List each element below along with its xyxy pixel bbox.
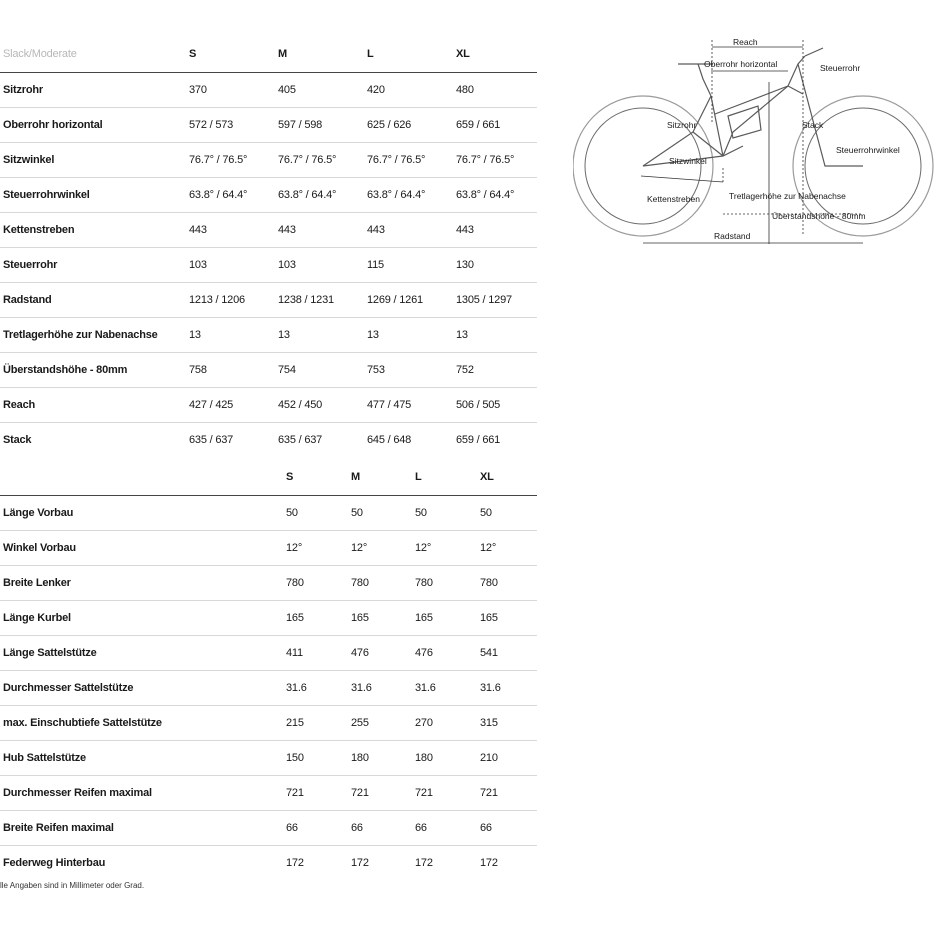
table-row (0, 636, 537, 671)
table-cell: 411 (286, 636, 351, 671)
table-cell: 12° (480, 531, 537, 566)
table-cell: 427 / 425 (189, 388, 278, 423)
table-cell: 443 (278, 213, 367, 248)
table-cell: 752 (456, 353, 537, 388)
table-cell: 165 (286, 601, 351, 636)
table-cell: 506 / 505 (456, 388, 537, 423)
geometry-table-header (0, 36, 537, 73)
row-label: Breite Lenker (0, 566, 286, 601)
table-cell: 477 / 475 (367, 388, 456, 423)
table-cell: 12° (286, 531, 351, 566)
size-header-s: S (189, 36, 278, 73)
table-row (0, 248, 537, 283)
table-cell: 443 (456, 213, 537, 248)
table-cell: 50 (480, 496, 537, 531)
table-row (0, 671, 537, 706)
table-cell: 210 (480, 741, 537, 776)
table-cell: 480 (456, 73, 537, 108)
diagram-label-sitzrohr: Sitzrohr (667, 120, 697, 130)
table-cell: 270 (415, 706, 480, 741)
table-cell: 721 (415, 776, 480, 811)
table-cell: 780 (415, 566, 480, 601)
size-header-l: L (367, 36, 456, 73)
table-row (0, 566, 537, 601)
table-cell: 443 (367, 213, 456, 248)
table-cell: 780 (286, 566, 351, 601)
table-cell: 13 (367, 318, 456, 353)
table-cell: 721 (351, 776, 415, 811)
table-cell: 452 / 450 (278, 388, 367, 423)
table-cell: 255 (351, 706, 415, 741)
row-label: Steuerrohr (0, 248, 189, 283)
table-row (0, 846, 537, 881)
row-label: Länge Kurbel (0, 601, 286, 636)
table-cell: 659 / 661 (456, 434, 501, 446)
row-label: Breite Reifen maximal (0, 811, 286, 846)
table-cell: 625 / 626 (367, 108, 456, 143)
table-cell: 1305 / 1297 (456, 283, 537, 318)
table-row (0, 423, 537, 458)
table-cell: 31.6 (351, 671, 415, 706)
table-cell: 63.8° / 64.4° (278, 178, 367, 213)
table-row (0, 143, 537, 178)
table-row (0, 178, 537, 213)
size-header-xl: XL (480, 459, 537, 496)
table-cell: 635 / 637 (278, 434, 323, 446)
diagram-label-reach: Reach (733, 37, 758, 47)
table-cell: 63.8° / 64.4° (456, 178, 537, 213)
table-cell: 754 (278, 353, 367, 388)
table-cell: 130 (456, 248, 537, 283)
row-label: Radstand (0, 283, 189, 318)
diagram-label-tretlager: Tretlagerhöhe zur Nabenachse (729, 191, 846, 201)
row-label: Hub Sattelstütze (0, 741, 286, 776)
table-cell: 66 (351, 811, 415, 846)
size-header-xl: XL (456, 36, 537, 73)
row-label: Sitzrohr (0, 73, 189, 108)
row-label: Oberrohr horizontal (0, 108, 189, 143)
table-cell: 172 (351, 857, 369, 869)
table-cell: 215 (286, 706, 351, 741)
table-cell: 165 (415, 601, 480, 636)
components-table-header (0, 459, 537, 496)
table-cell: 758 (189, 353, 278, 388)
table-cell: 476 (351, 636, 415, 671)
table-cell: 66 (415, 811, 480, 846)
row-label: Steuerrohrwinkel (0, 178, 189, 213)
table-row (0, 776, 537, 811)
table-cell: 1238 / 1231 (278, 283, 367, 318)
row-label: Durchmesser Reifen maximal (0, 776, 286, 811)
row-label: max. Einschubtiefe Sattelstütze (0, 706, 286, 741)
size-header-m: M (351, 459, 415, 496)
table-row (0, 353, 537, 388)
table-cell: 635 / 637 (189, 434, 234, 446)
diagram-label-radstand: Radstand (714, 231, 751, 241)
table-row (0, 388, 537, 423)
row-label: Federweg Hinterbau (3, 857, 106, 869)
table-row (0, 531, 537, 566)
table-cell: 13 (189, 318, 278, 353)
table-row (0, 706, 537, 741)
table-cell: 50 (415, 496, 480, 531)
table-row (0, 283, 537, 318)
table-cell: 13 (456, 318, 537, 353)
table-row (0, 213, 537, 248)
row-label: Tretlagerhöhe zur Nabenachse (0, 318, 189, 353)
table-row (0, 73, 537, 108)
table-row (0, 741, 537, 776)
table-cell: 172 (480, 857, 498, 869)
table-cell: 31.6 (415, 671, 480, 706)
table-cell: 420 (367, 73, 456, 108)
components-table-title (0, 459, 286, 496)
table-cell: 50 (286, 496, 351, 531)
diagram-label-sitzwinkel: Sitzwinkel (669, 156, 707, 166)
table-cell: 31.6 (480, 671, 537, 706)
row-label: Sitzwinkel (0, 143, 189, 178)
table-cell: 76.7° / 76.5° (278, 143, 367, 178)
table-cell: 76.7° / 76.5° (456, 143, 537, 178)
row-label: Stack (3, 434, 32, 446)
row-label: Winkel Vorbau (0, 531, 286, 566)
table-cell: 150 (286, 741, 351, 776)
table-cell: 541 (480, 636, 537, 671)
size-header-m: M (278, 36, 367, 73)
table-row (0, 601, 537, 636)
table-cell: 315 (480, 706, 537, 741)
table-cell: 780 (480, 566, 537, 601)
table-cell: 405 (278, 73, 367, 108)
row-label: Überstandshöhe - 80mm (0, 353, 189, 388)
table-cell: 476 (415, 636, 480, 671)
table-row (0, 496, 537, 531)
footnote: lle Angaben sind in Millimeter oder Grad. (0, 881, 145, 890)
table-cell: 50 (351, 496, 415, 531)
table-cell: 76.7° / 76.5° (367, 143, 456, 178)
geometry-table-title: Slack/Moderate (0, 36, 189, 73)
table-cell: 780 (351, 566, 415, 601)
table-cell: 12° (415, 531, 480, 566)
table-cell: 645 / 648 (367, 434, 412, 446)
diagram-label-kettenstreben: Kettenstreben (647, 194, 700, 204)
row-label: Länge Sattelstütze (0, 636, 286, 671)
table-cell: 63.8° / 64.4° (367, 178, 456, 213)
table-cell: 659 / 661 (456, 108, 537, 143)
diagram-label-steuerrohrwinkel: Steuerrohrwinkel (836, 145, 900, 155)
row-label: Reach (0, 388, 189, 423)
geometry-table (0, 36, 537, 457)
table-cell: 180 (351, 741, 415, 776)
size-header-s: S (286, 459, 351, 496)
diagram-label-stack: Stack (802, 120, 824, 130)
table-cell: 180 (415, 741, 480, 776)
table-row (0, 811, 537, 846)
table-cell: 370 (189, 73, 278, 108)
table-cell: 66 (480, 811, 537, 846)
table-cell: 572 / 573 (189, 108, 278, 143)
table-cell: 63.8° / 64.4° (189, 178, 278, 213)
components-table (0, 459, 537, 880)
diagram-label-ueberstand: Überstandshöhe - 80mm (772, 211, 866, 221)
table-cell: 172 (286, 857, 304, 869)
table-row (0, 318, 537, 353)
row-label: Durchmesser Sattelstütze (0, 671, 286, 706)
table-row (0, 108, 537, 143)
table-cell: 76.7° / 76.5° (189, 143, 278, 178)
table-cell: 721 (480, 776, 537, 811)
table-cell: 13 (278, 318, 367, 353)
table-cell: 597 / 598 (278, 108, 367, 143)
row-label: Kettenstreben (0, 213, 189, 248)
table-cell: 103 (278, 248, 367, 283)
bike-geometry-diagram (573, 34, 935, 250)
row-label: Länge Vorbau (0, 496, 286, 531)
table-cell: 165 (480, 601, 537, 636)
table-cell: 172 (415, 857, 433, 869)
table-cell: 443 (189, 213, 278, 248)
table-cell: 115 (367, 248, 456, 283)
diagram-label-oberrohr: Oberrohr horizontal (704, 59, 778, 69)
table-cell: 1213 / 1206 (189, 283, 278, 318)
table-cell: 165 (351, 601, 415, 636)
table-cell: 103 (189, 248, 278, 283)
size-header-l: L (415, 459, 480, 496)
table-cell: 31.6 (286, 671, 351, 706)
table-cell: 721 (286, 776, 351, 811)
table-cell: 753 (367, 353, 456, 388)
diagram-label-steuerrohr: Steuerrohr (820, 63, 861, 73)
table-cell: 1269 / 1261 (367, 283, 456, 318)
table-cell: 66 (286, 811, 351, 846)
table-cell: 12° (351, 531, 415, 566)
